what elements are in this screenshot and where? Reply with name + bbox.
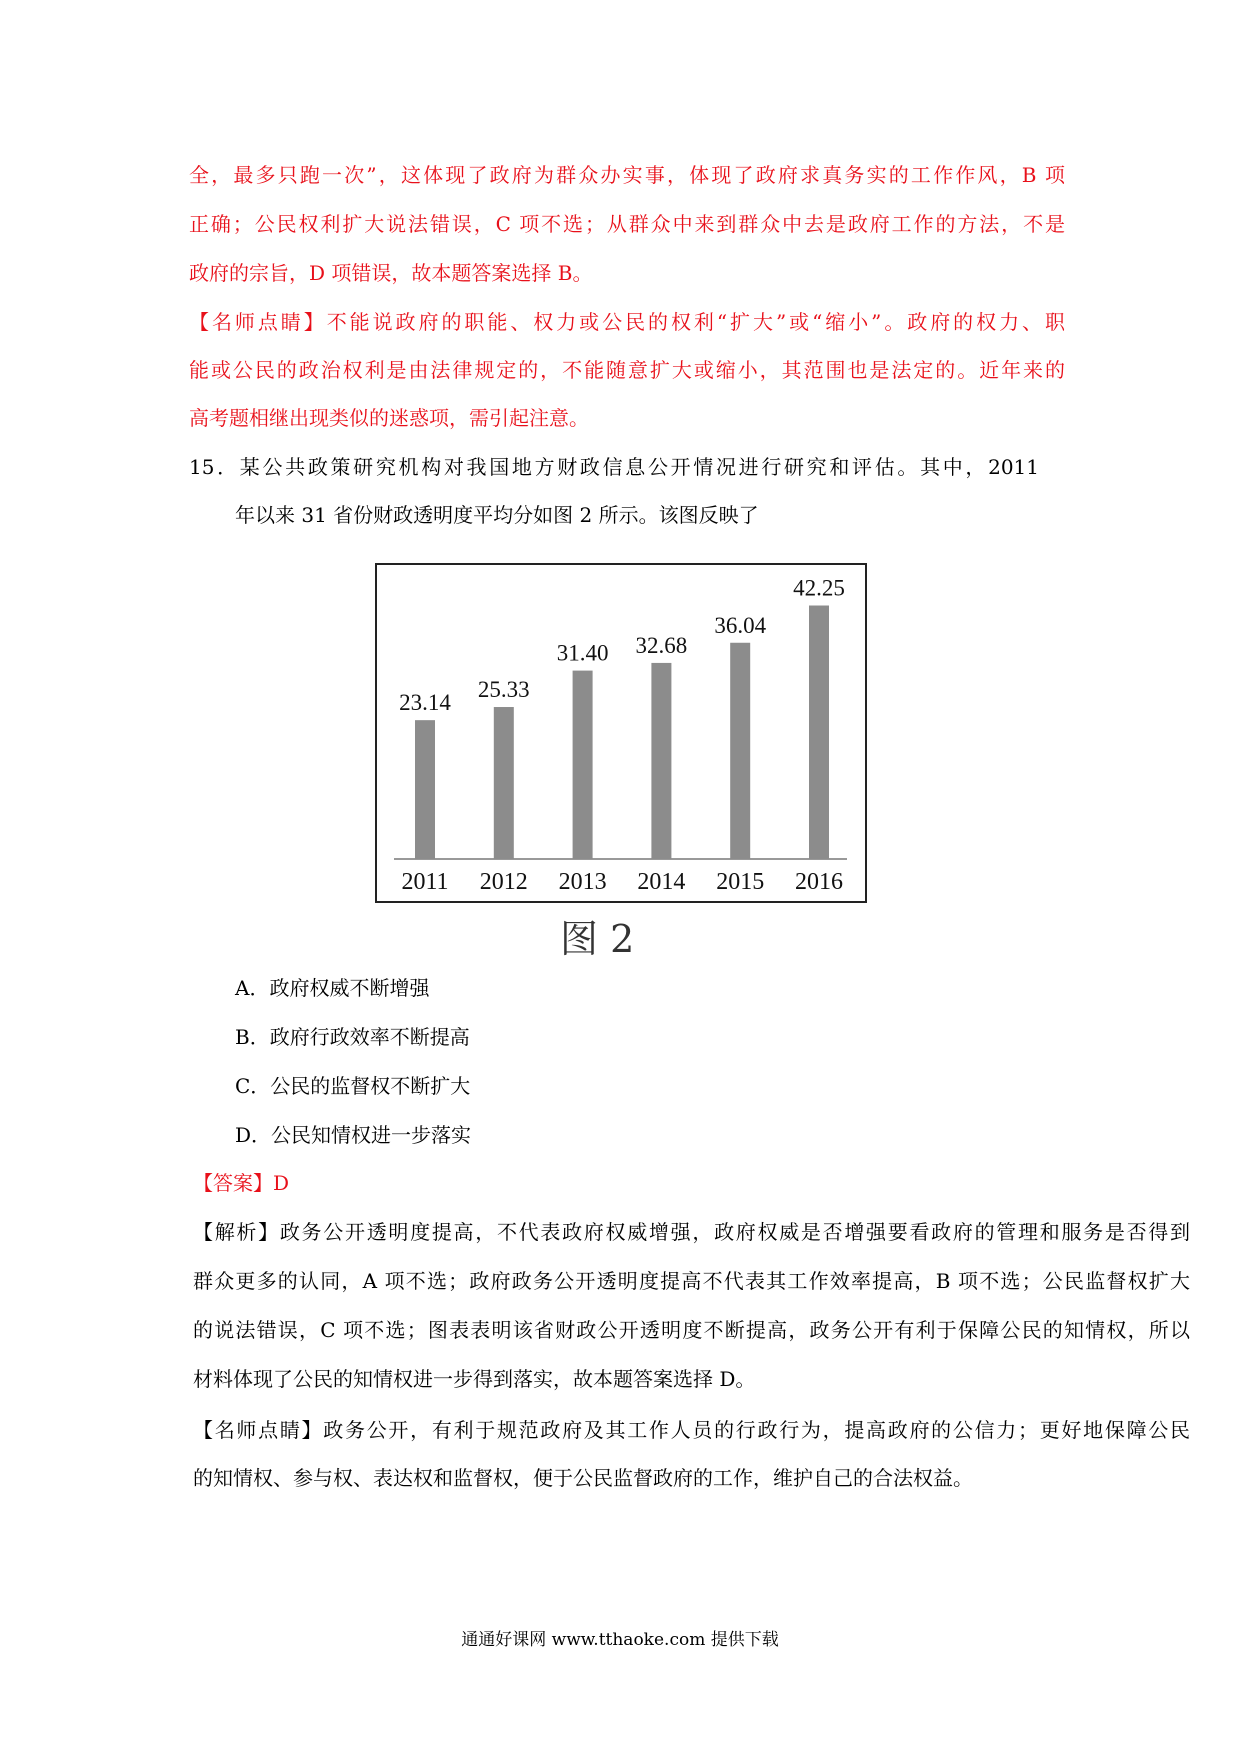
answer-line: 【答案】D	[193, 1171, 290, 1195]
x-tick-label: 2013	[558, 869, 607, 895]
bar-2013	[573, 671, 593, 859]
option-c: C．公民的监督权不断扩大	[235, 1074, 471, 1098]
teacher-tip-line: 的知情权、参与权、表达权和监督权，便于公民监督政府的工作，维护自己的合法权益。	[193, 1466, 973, 1490]
bar-chart	[375, 563, 867, 903]
analysis-line: 的说法错误，C 项不选；图表表明该省财政公开透明度不断提高，政务公开有利于保障公民的知情权，所以	[193, 1318, 1190, 1342]
explanation-line: 正确；公民权利扩大说法错误，C 项不选；从群众中来到群众中去是政府工作的方法，不是	[189, 212, 1065, 236]
data-label: 25.33	[477, 677, 530, 703]
option-b: B．政府行政效率不断提高	[235, 1025, 470, 1049]
question-stem: 15．某公共政策研究机构对我国地方财政信息公开情况进行研究和评估。其中，2011	[189, 455, 1039, 479]
teacher-tip-line: 高考题相继出现类似的迷惑项，需引起注意。	[189, 406, 589, 430]
bar-2016	[809, 606, 829, 860]
x-tick-label: 2012	[479, 869, 528, 895]
footer-credit: 通通好课网 www.tthaoke.com 提供下载	[461, 1630, 779, 1650]
data-label: 36.04	[714, 612, 767, 638]
figure-caption: 图 2	[560, 917, 635, 961]
teacher-tip-line: 能或公民的政治权利是由法律规定的，不能随意扩大或缩小，其范围也是法定的。近年来的	[189, 358, 1065, 382]
question-stem: 年以来 31 省份财政透明度平均分如图 2 所示。该图反映了	[235, 503, 759, 527]
x-tick-label: 2011	[401, 869, 449, 895]
bar-2015	[730, 643, 750, 859]
x-tick-label: 2015	[716, 869, 765, 895]
explanation-line: 政府的宗旨，D 项错误，故本题答案选择 B。	[189, 261, 593, 285]
data-label: 42.25	[793, 575, 845, 601]
bar-2011	[415, 720, 435, 859]
option-a: A．政府权威不断增强	[235, 976, 430, 1000]
option-d: D．公民知情权进一步落实	[235, 1123, 472, 1147]
explanation-line: 全，最多只跑一次”，这体现了政府为群众办实事，体现了政府求真务实的工作作风，B 项	[189, 163, 1065, 187]
data-label: 23.14	[399, 690, 451, 716]
x-tick-label: 2016	[795, 869, 843, 895]
data-label: 31.40	[556, 640, 609, 666]
teacher-tip-line: 【名师点睛】政务公开，有利于规范政府及其工作人员的行政行为，提高政府的公信力；更好地保障公民	[193, 1418, 1190, 1442]
analysis-line: 材料体现了公民的知情权进一步得到落实，故本题答案选择 D。	[193, 1367, 756, 1391]
analysis-line: 群众更多的认同，A 项不选；政府政务公开透明度提高不代表其工作效率提高，B 项不选；公民监督权扩大	[193, 1269, 1190, 1293]
bar-2012	[494, 707, 514, 859]
analysis-line: 【解析】政务公开透明度提高，不代表政府权威增强，政府权威是否增强要看政府的管理和服务是否得到	[193, 1220, 1190, 1244]
data-label: 32.68	[635, 632, 688, 658]
bar-2014	[651, 663, 671, 859]
teacher-tip-line: 【名师点睛】不能说政府的职能、权力或公民的权利“扩大”或“缩小”。政府的权力、职	[189, 310, 1065, 334]
x-tick-label: 2014	[637, 869, 686, 895]
chart-canvas	[377, 565, 865, 901]
